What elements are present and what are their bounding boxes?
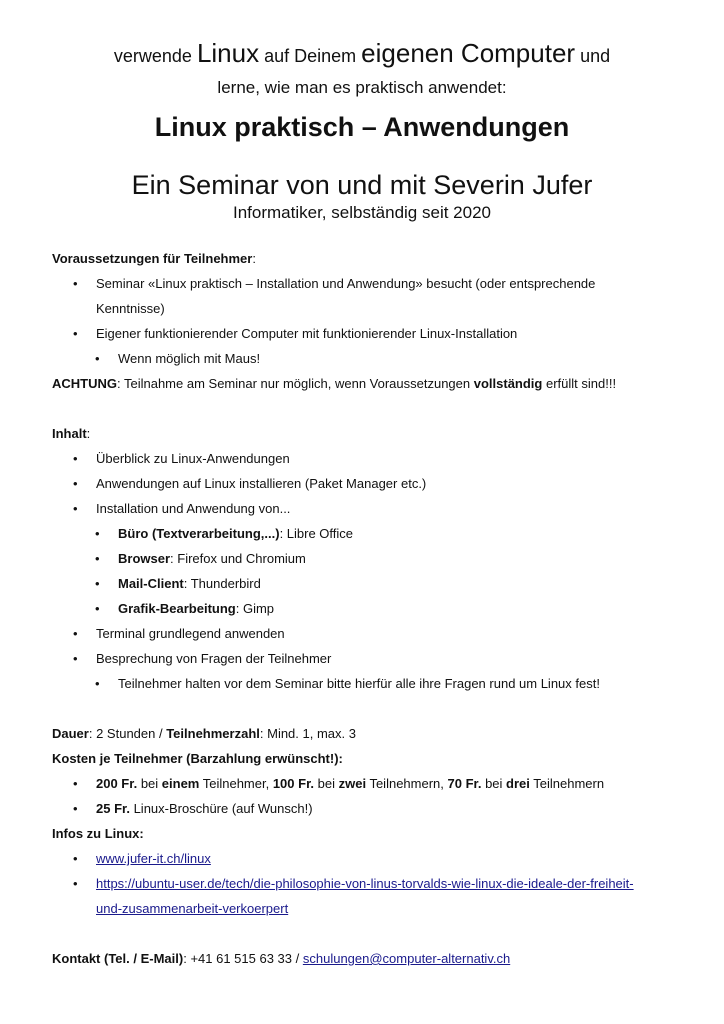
intro-line-1 <box>0 38 724 69</box>
list-item: • Besprechung von Fragen der Teilnehmer <box>52 646 692 671</box>
subitem-text: : Firefox und Chromium <box>170 551 306 566</box>
heading-colon: : <box>252 251 256 266</box>
list-subitem <box>52 521 692 546</box>
intro-linux: Linux <box>196 38 260 68</box>
list-item: • Eigener funktionierender Computer mit funktionierender Linux-Installation <box>52 321 692 346</box>
kontakt-text: : +41 61 515 63 33 / <box>183 951 303 966</box>
intro-text: verwende <box>113 46 197 66</box>
achtung-note <box>52 371 692 396</box>
teilnehmer-label: Teilnehmerzahl <box>166 726 260 741</box>
subitem-text: : Gimp <box>235 601 275 616</box>
list-subitem <box>52 596 692 621</box>
price-bold: zwei <box>338 776 367 791</box>
price-bold: einem <box>161 776 200 791</box>
kontakt-line <box>52 946 692 971</box>
kosten-list <box>52 771 692 821</box>
price-text: Teilnehmer, <box>199 776 273 791</box>
list-item: • Installation und Anwendung von... <box>52 496 692 521</box>
price-text: bei <box>481 776 507 791</box>
page-subtitle: Ein Seminar von und mit Severin Jufer <box>131 170 593 200</box>
spacer <box>52 396 692 421</box>
price-text: Linux-Broschüre (auf Wunsch!) <box>129 801 313 816</box>
intro-line-2: lerne, wie man es praktisch anwendet: <box>217 78 507 97</box>
list-item <box>52 271 692 321</box>
inhalt-list <box>52 446 692 696</box>
subitem-text: : Thunderbird <box>183 576 261 591</box>
list-item <box>52 846 692 871</box>
achtung-bold: vollständig <box>473 376 543 391</box>
achtung-text: erfüllt sind!!! <box>542 376 617 391</box>
heading-text: Kosten je Teilnehmer (Barzahlung erwünscht!): <box>52 751 343 766</box>
spacer <box>52 696 692 721</box>
list-item <box>52 796 692 821</box>
content-body <box>52 246 692 971</box>
subitem-bold: Grafik-Bearbeitung <box>118 601 236 616</box>
link-jufer-it[interactable]: www.jufer-it.ch/linux <box>96 851 211 866</box>
achtung-label: ACHTUNG <box>52 376 117 391</box>
list-item: • Überblick zu Linux-Anwendungen <box>52 446 692 471</box>
list-item-text: Seminar «Linux praktisch – Installation und Anwendung» besucht (oder entsprechende <box>96 276 596 291</box>
list-item: • Anwendungen auf Linux installieren (Paket Manager etc.) <box>52 471 692 496</box>
voraussetzungen-list <box>52 271 692 371</box>
list-subitem: • Wenn möglich mit Maus! <box>52 346 692 371</box>
price-bold: 70 Fr. <box>447 776 482 791</box>
page-subsubtitle: Informatiker, selbständig seit 2020 <box>233 203 491 222</box>
list-subitem <box>52 546 692 571</box>
dauer-label: Dauer <box>52 726 89 741</box>
voraussetzungen-heading <box>52 246 692 271</box>
subitem-bold: Büro (Textverarbeitung,...) <box>118 526 280 541</box>
intro-text: und <box>575 46 611 66</box>
price-text: bei <box>137 776 162 791</box>
price-bold: drei <box>506 776 530 791</box>
price-bold: 200 Fr. <box>96 776 138 791</box>
list-subitem: • Teilnehmer halten vor dem Seminar bitte hierfür alle ihre Fragen rund um Linux fest! <box>52 671 692 696</box>
price-text: Teilnehmern, <box>366 776 448 791</box>
heading-text: Infos zu Linux: <box>52 826 144 841</box>
price-bold: 25 Fr. <box>96 801 130 816</box>
price-bold: 100 Fr. <box>272 776 315 791</box>
page-title: Linux praktisch – Anwendungen <box>154 112 570 142</box>
teilnehmer-text: : Mind. 1, max. 3 <box>259 726 356 741</box>
price-text: Teilnehmern <box>529 776 605 791</box>
link-text: https://ubuntu-user.de/tech/die-philosophie-von-linus-torvalds-wie-linux-die-ideale-der-freiheit- <box>96 876 634 891</box>
kosten-heading <box>52 746 692 771</box>
price-text: bei <box>314 776 339 791</box>
list-item <box>52 871 692 921</box>
kontakt-label: Kontakt (Tel. / E-Mail) <box>52 951 184 966</box>
link-text: und-zusammenarbeit-verkoerpert <box>96 901 289 916</box>
infos-list <box>52 846 692 921</box>
subitem-bold: Browser <box>118 551 171 566</box>
subitem-text: : Libre Office <box>279 526 354 541</box>
dauer-line <box>52 721 692 746</box>
subitem-bold: Mail-Client <box>118 576 184 591</box>
infos-heading <box>52 821 692 846</box>
list-item: • Terminal grundlegend anwenden <box>52 621 692 646</box>
heading-text: Inhalt <box>52 426 87 441</box>
spacer <box>52 921 692 946</box>
email-link[interactable]: schulungen@computer-alternativ.ch <box>302 951 511 966</box>
list-item <box>52 771 692 796</box>
dauer-text: : 2 Stunden / <box>88 726 167 741</box>
heading-colon: : <box>86 426 91 441</box>
list-item-text: Kenntnisse) <box>96 301 165 316</box>
intro-text: auf Deinem <box>259 46 362 66</box>
list-subitem <box>52 571 692 596</box>
achtung-text: : Teilnahme am Seminar nur möglich, wenn Voraussetzungen <box>117 376 474 391</box>
inhalt-heading <box>52 421 692 446</box>
link-ubuntu-user[interactable] <box>96 876 634 916</box>
intro-eigenen-computer: eigenen Computer <box>361 38 576 68</box>
heading-text: Voraussetzungen für Teilnehmer <box>52 251 253 266</box>
